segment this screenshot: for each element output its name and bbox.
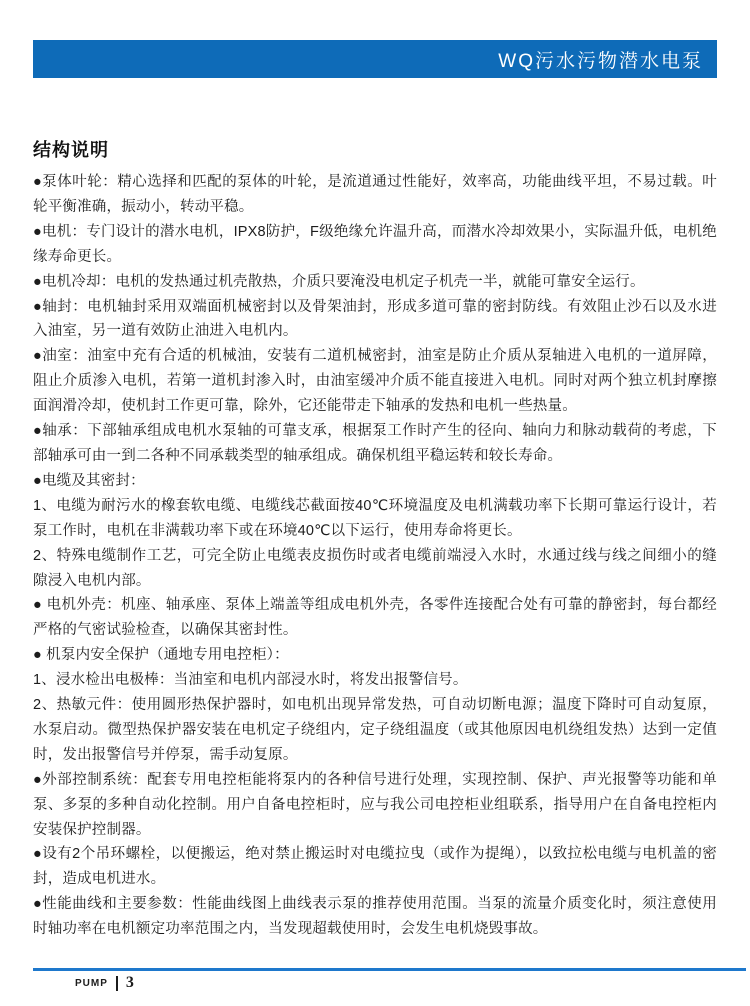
body-paragraph-lifting-bolts: ●设有2个吊环螺栓，以便搬运，绝对禁止搬运时对电缆拉曳（或作为提绳），以致拉松电缆与电机盖的密封，造成电机进水。 (33, 846, 717, 888)
page-header-bar (33, 40, 717, 78)
body-paragraph-cable-seal-heading: ●电缆及其密封： (33, 472, 145, 489)
footer-brand-label: PUMP (75, 977, 108, 989)
footer-divider-line (33, 968, 746, 971)
footer-brand-divider (116, 976, 118, 991)
body-paragraph-external-control: ●外部控制系统：配套专用电控柜能将泵内的各种信号进行处理，实现控制、保护、声光报警等功能和单泵、多泵的多种自动化控制。用户自备电控柜时，应与我公司电控柜业组联系，指导用户在自备电控柜内安装保护控制器。 (33, 771, 717, 838)
body-paragraph-motor: ●电机：专门设计的潜水电机，IPX8防护，F级绝缘允许温升高，而潜水冷却效果小，实际温升低，电机绝缘寿命更长。 (33, 223, 717, 265)
footer-brand-row (75, 974, 746, 992)
body-paragraph-oil-chamber: ●油室：油室中充有合适的机械油，安装有二道机械密封，油室是防止介质从泵轴进入电机的一道屏障，阻止介质渗入电机，若第一道机封渗入时，由油室缓冲介质不能直接进入电机。同时对两个独立机封摩擦面润滑冷却，使机封工作更可靠，除外，它还能带走下轴承的发热和电机一些热量。 (33, 348, 717, 415)
body-paragraph-cable-item-1: 1、电缆为耐污水的橡套软电缆、电缆线芯截面按40℃环境温度及电机满载功率下长期可靠运行设计，若泵工作时，电机在非满载功率下或在环境40℃以下运行，使用寿命将更长。 (33, 497, 717, 539)
body-paragraph-motor-housing: ● 电机外壳：机座、轴承座、泵体上端盖等组成电机外壳，各零件连接配合处有可靠的静密封，每台都经严格的气密试验检查，以确保其密封性。 (33, 597, 717, 639)
body-paragraph-water-probe: 1、浸水检出电极棒：当油室和电机内部浸水时，将发出报警信号。 (33, 672, 468, 689)
body-paragraph-performance-curve: ●性能曲线和主要参数：性能曲线图上曲线表示泵的推荐使用范围。当泵的流量介质变化时，须注意使用时轴功率在电机额定功率范围之内，当发现超载使用时，会发生电机烧毁事故。 (33, 896, 717, 938)
body-paragraph-thermal-element: 2、热敏元件：使用圆形热保护器时，如电机出现异常发热，可自动切断电源；温度下降时可自动复原，水泵启动。微型热保护器安装在电机定子绕组内，定子绕组温度（或其他原因电机绕组发热）达到一定值时，发出报警信号并停泵，需手动复原。 (33, 697, 717, 763)
body-paragraph-cable-item-2: 2、特殊电缆制作工艺，可完全防止电缆表皮损伤时或者电缆前端浸入水时，水通过线与线之间细小的缝隙浸入电机内部。 (33, 547, 717, 589)
main-content (33, 136, 717, 942)
body-paragraph-shaft-seal: ●轴封：电机轴封采用双端面机械密封以及骨架油封，形成多道可靠的密封防线。有效阻止沙石以及水进入油室，另一道有效防止油进入电机内。 (33, 298, 717, 340)
body-paragraph-safety-protection-heading: ● 机泵内安全保护（通地专用电控柜）： (33, 647, 289, 664)
body-paragraph-motor-cooling: ●电机冷却：电机的发热通过机壳散热，介质只要淹没电机定子机壳一半，就能可靠安全运行。 (33, 273, 645, 290)
footer-page-number: 3 (125, 974, 134, 991)
body-paragraph-pump-impeller: ●泵体叶轮：精心选择和匹配的泵体的叶轮，是流道通过性能好，效率高，功能曲线平坦，不易过载。叶轮平衡准确，振动小，转动平稳。 (33, 174, 717, 215)
page-footer (33, 968, 746, 992)
page-header-title: WQ污水污物潜水电泵 (498, 50, 703, 72)
body-paragraph-bearing: ●轴承：下部轴承组成电机水泵轴的可靠支承，根据泵工作时产生的径向、轴向力和脉动载荷的考虑，下部轴承可由一到二各种不同承载类型的轴承组成。确保机组平稳运转和较长寿命。 (33, 423, 717, 464)
section-title: 结构说明 (33, 140, 109, 160)
